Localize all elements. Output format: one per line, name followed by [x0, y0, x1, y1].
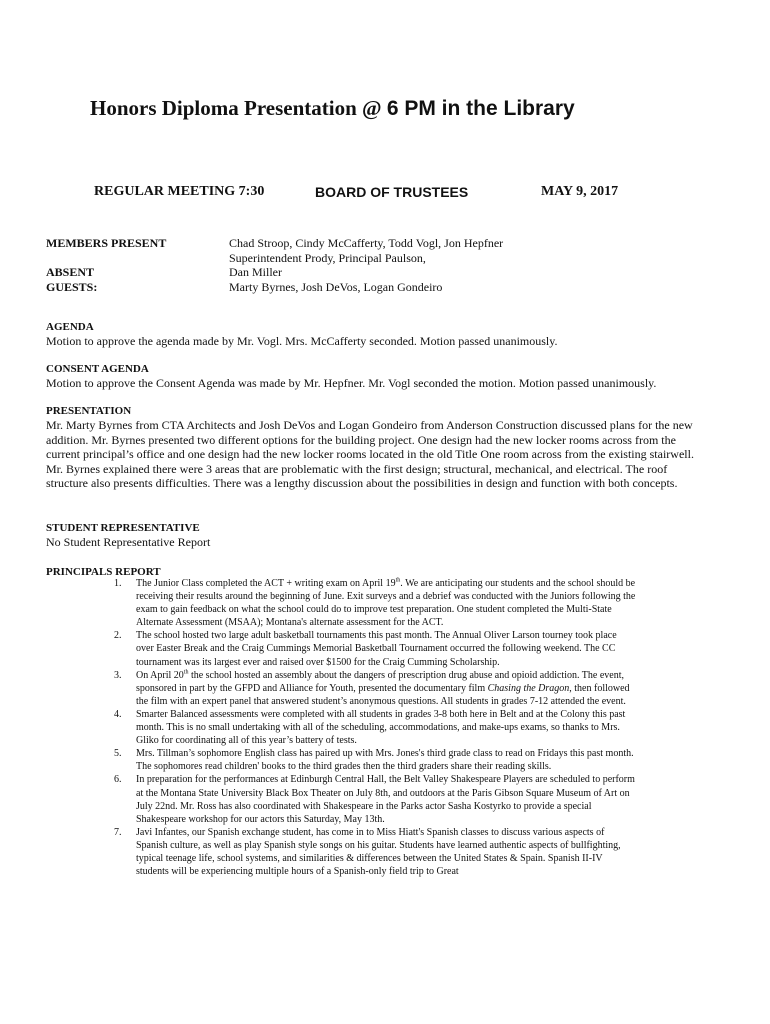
board-name: BOARD OF TRUSTEES: [315, 184, 469, 200]
members-present-label: MEMBERS PRESENT: [46, 236, 167, 250]
film-title: Chasing the Dragon: [487, 682, 570, 694]
consent-agenda-body: Motion to approve the Consent Agenda was made by Mr. Hepfner. Mr. Vogl seconded the motion. Motion passed unanimously.: [46, 376, 657, 390]
list-item: 2. The school hosted two large adult basketball tournaments this past month. The Annual Oliver Larson tourney took place over Easter Break and the Craig Cummings Memorial Basketball Tournament occurred the following weekend. The CC tournament was its largest ever and raised over $1500 for the Craig Cumming Scholarship.: [114, 630, 617, 668]
meeting-type: REGULAR MEETING 7:30: [94, 184, 265, 199]
members-present-line1: Chad Stroop, Cindy McCafferty, Todd Vogl, Jon Hepfner: [229, 236, 504, 250]
student-rep-section: [46, 521, 706, 550]
title-sans-part: 6 PM in the Library: [386, 97, 575, 120]
principals-report-list: [106, 577, 636, 878]
presentation-heading: PRESENTATION: [46, 405, 132, 417]
student-rep-heading: STUDENT REPRESENTATIVE: [46, 522, 200, 534]
agenda-body: Motion to approve the agenda made by Mr. Vogl. Mrs. McCafferty seconded. Motion passed unanimously.: [46, 334, 558, 348]
list-item: 4. Smarter Balanced assessments were completed with all students in grades 3-8 both here in Belt and at the Colony this past month. This is no small undertaking with all of the scheduling, accommodations, and make-ups exams, so thanks to Mrs. Gliko for coordinating all of this year’s battery of tests.: [114, 708, 626, 747]
presentation-body: Mr. Marty Byrnes from CTA Architects and Josh DeVos and Logan Gondeiro from Anderson Construction discussed plans for the new addition. Mr. Byrnes presented two different options for the building project. One design had the new locker rooms across from the current principal’s office and one design had the new locker rooms located in the old Title One room across from the existing stairwell. Mr. Byrnes explained there were 3 areas that are problematic with the first design; structural, mechanical, and electrical. The roof structure also presents difficulties. There was a lengthy discussion about the possibilities in design and function with both concepts.: [46, 418, 694, 491]
principals-report-section: [46, 565, 686, 878]
absent-label: ABSENT: [46, 265, 95, 279]
members-present-line2: Superintendent Prody, Principal Paulson,: [229, 250, 426, 265]
meeting-date: MAY 9, 2017: [541, 184, 619, 199]
list-item: 1. The Junior Class completed the ACT + writing exam on April 19th. We are anticipating our students and the school should be receiving their results around the beginning of June. Exit surveys and a debrief was conducted with the Juniors following the exam to gain feedback on what the school could do to improve test preparation. One student completed the Multi-State Alternate Assessment (MSAA); Montana's alternate assessment for the ACT.: [114, 577, 636, 629]
list-item: 6. In preparation for the performances at Edinburgh Central Hall, the Belt Valley Shakespeare Players are scheduled to perform at the Montana State University Black Box Theater on July 8th, and outdoors at the Paris Gibson Square Museum of Art on July 22nd. Mr. Ross has also coordinated with Shakespeare in the Parks actor Sasha Kostyrko to provide a special Shakespeare workshop for our actors this Saturday, May 13th.: [114, 774, 635, 825]
student-rep-body: No Student Representative Report: [46, 535, 211, 549]
agenda-section: [46, 320, 706, 349]
meeting-header: [0, 184, 770, 204]
consent-agenda-section: [46, 362, 706, 391]
absent-value: Dan Miller: [229, 265, 282, 279]
page-title: [90, 94, 650, 123]
list-item: 7. Javi Infantes, our Spanish exchange student, has come in to Miss Hiatt's Spanish classes to discuss various aspects of Spanish culture, as well as play Spanish style songs on his guitar. Students have learned authentic aspects of bullfighting, typical teenage life, school systems, and similarities & differences between the United States & Spain. Spanish II-IV students will be experiencing multiple hours of a Spanish-only field trip to Great: [114, 826, 621, 878]
list-item: 5. Mrs. Tillman’s sophomore English class has paired up with Mrs. Jones's third grade class to read on Fridays this past month. The sophomores read children' books to the third grades then the third graders share their reading skills.: [114, 748, 634, 773]
title-serif-part: Honors Diploma Presentation @: [90, 96, 387, 120]
principals-report-heading: PRINCIPALS REPORT: [46, 566, 161, 578]
list-item: 3. On April 20th the school hosted an assembly about the dangers of prescription drug abuse and opioid addiction. The event, sponsored in part by the GFPD and Alliance for Youth, presented the documentary film Chasing the Dragon, then followed the film with an expert panel that answered student’s anonymous questions. All students in grades 7-12 attended the event.: [114, 669, 630, 707]
guests-value: Marty Byrnes, Josh DeVos, Logan Gondeiro: [229, 279, 443, 294]
guests-label: GUESTS:: [46, 279, 98, 294]
presentation-section: [46, 404, 701, 491]
consent-agenda-heading: CONSENT AGENDA: [46, 363, 149, 375]
agenda-heading: AGENDA: [46, 321, 94, 333]
